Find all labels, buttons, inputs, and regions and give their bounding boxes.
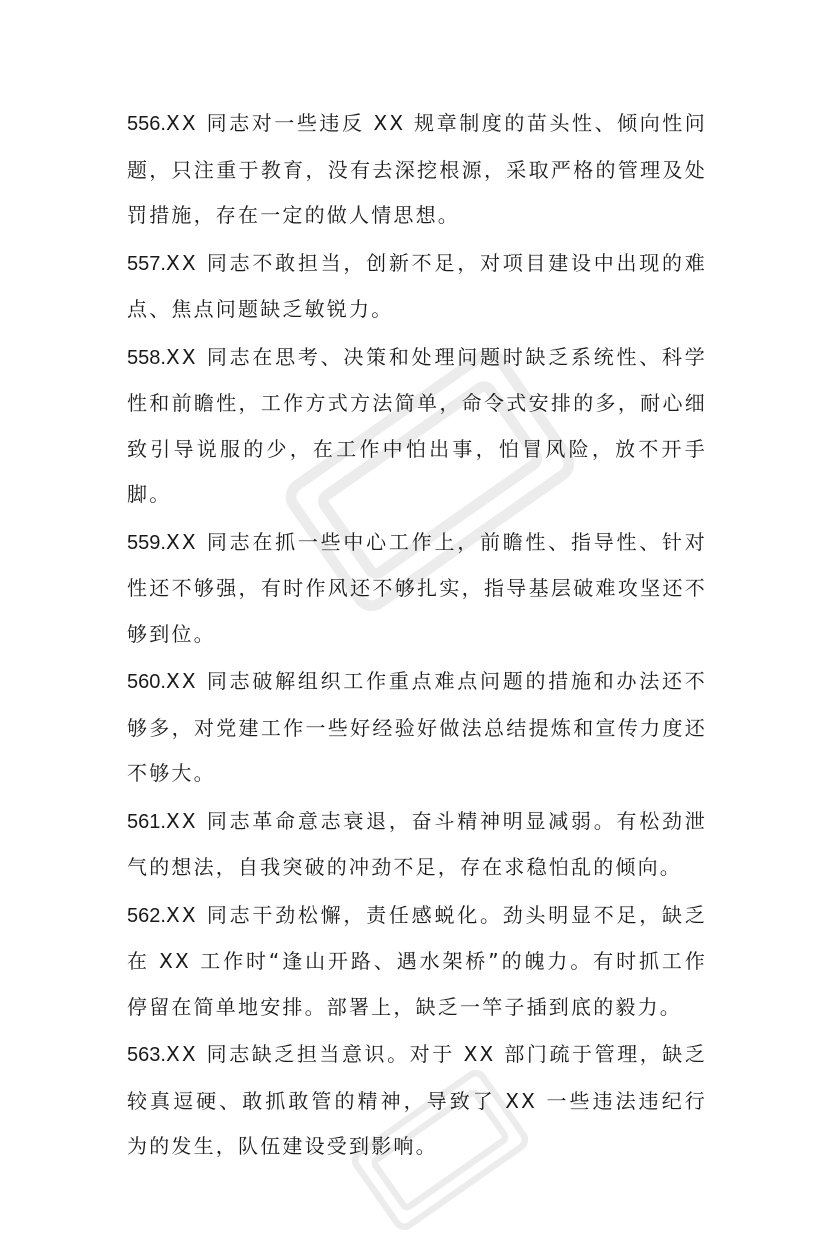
list-item-562 [127,893,707,1031]
item-number: 562. [127,904,166,927]
item-text: XX 同志不敢担当，创新不足，对项目建设中出现的难点、焦点问题缺乏敏锐力。 [127,250,707,321]
item-number: 563. [127,1044,166,1066]
document-body [127,101,707,1172]
item-text: XX 同志干劲松懈，责任感蜕化。劲头明显不足，缺乏在 XX 工作时“逢山开路、遇水架桥”的魄力。有时抓工作停留在简单地安排。部署上，缺乏一竿子插到底的毅力。 [127,902,707,1019]
list-item-560 [127,659,707,797]
item-text: XX 同志革命意志衰退，奋斗精神明显减弱。有松劲泄气的想法，自我突破的冲劲不足，存在求稳怕乱的倾向。 [127,808,707,879]
list-item-561 [127,799,707,891]
item-number: 561. [127,810,166,833]
item-text: XX 同志缺乏担当意识。对于 XX 部门疏于管理，缺乏较真逗硬、敢抓敢管的精神，导致了 XX 一些违法违纪行为的发生，队伍建设受到影响。 [127,1042,707,1158]
list-item-558 [127,335,707,518]
item-number: 560. [127,671,166,693]
item-text: XX 同志在思考、决策和处理问题时缺乏系统性、科学性和前瞻性，工作方式方法简单，命令式安排的多，耐心细致引导说服的少，在工作中怕出事，怕冒风险，放不开手脚。 [127,344,707,506]
item-text: XX 同志对一些违反 XX 规章制度的苗头性、倾向性问题，只注重于教育，没有去深挖根源，采取严格的管理及处罚措施，存在一定的做人情思想。 [127,111,707,227]
item-number: 556. [127,113,166,135]
item-number: 558. [127,346,166,369]
list-item-557 [127,241,707,333]
item-text: XX 同志破解组织工作重点难点问题的措施和办法还不够多，对党建工作一些好经验好做法总结提炼和宣传力度还不够大。 [127,669,707,785]
item-text: XX 同志在抓一些中心工作上，前瞻性、指导性、针对性还不够强，有时作风还不够扎实，指导基层破难攻坚还不够到位。 [127,529,707,646]
item-number: 559. [127,531,166,554]
item-number: 557. [127,252,166,275]
list-item-556 [127,101,707,239]
list-item-559 [127,520,707,658]
list-item-563 [127,1032,707,1170]
